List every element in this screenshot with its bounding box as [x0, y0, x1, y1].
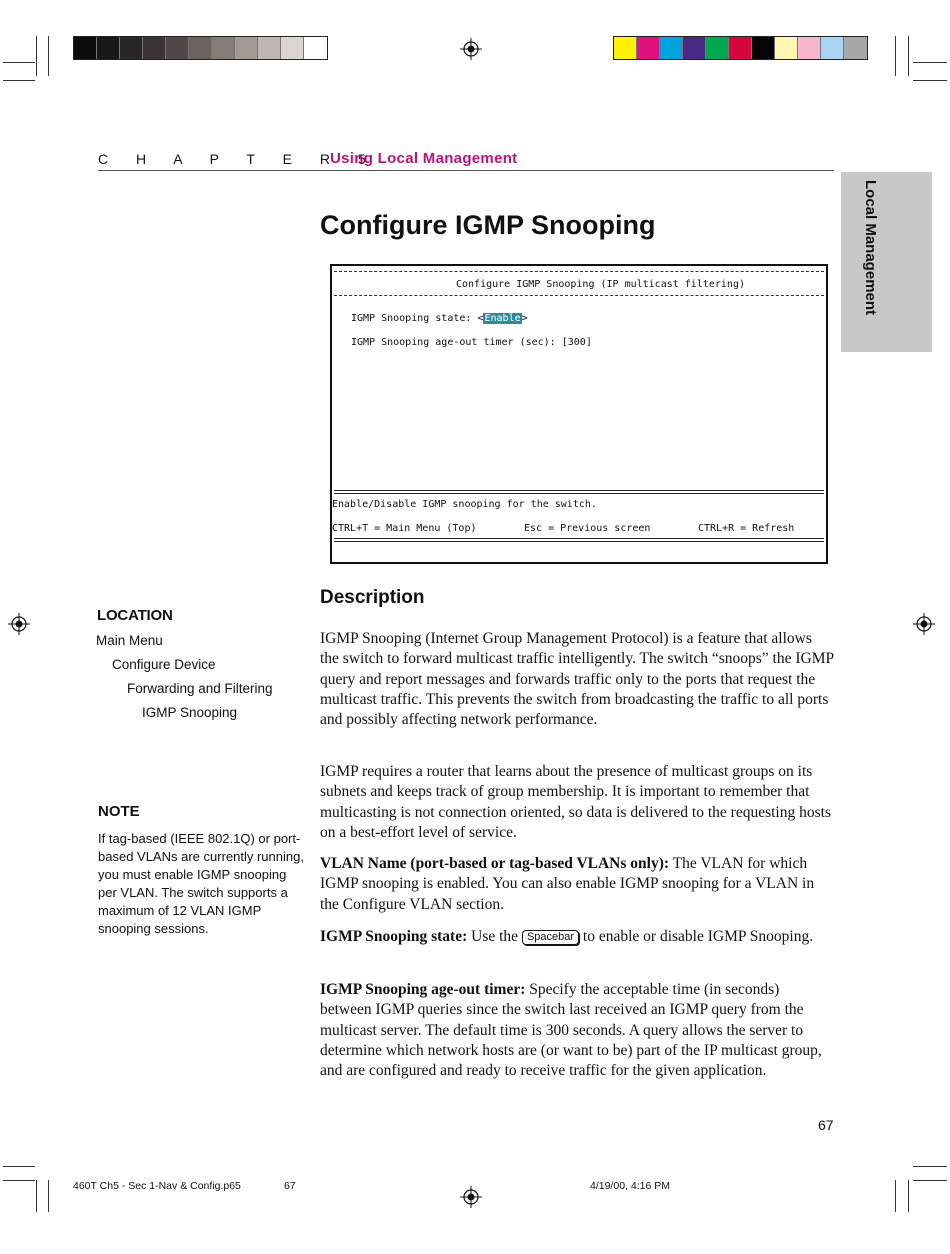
description-heading: Description [320, 587, 425, 608]
gray-swatch [189, 37, 212, 59]
location-heading: LOCATION [97, 607, 173, 624]
age-out-timer-term: IGMP Snooping age-out timer: [320, 981, 526, 998]
snooping-state-label: IGMP Snooping state: [351, 313, 472, 324]
color-swatch [798, 37, 821, 59]
color-swatch [637, 37, 660, 59]
gray-swatch [258, 37, 281, 59]
gray-swatch [281, 37, 304, 59]
terminal-divider [334, 490, 824, 494]
gray-swatch [120, 37, 143, 59]
page-title: Configure IGMP Snooping [320, 210, 656, 240]
crop-mark [3, 80, 35, 81]
gray-swatch [143, 37, 166, 59]
note-text: If tag-based (IEEE 802.1Q) or port-based VLANs are currently running, you must enable IGMP snooping per VLAN. The switch supports a maximum of 12 VLAN IGMP snooping sessions. [98, 831, 304, 936]
terminal-screenshot [330, 264, 828, 564]
location-path-item: IGMP Snooping [142, 705, 238, 720]
age-out-timer-text: Specify the acceptable time (in seconds) between IGMP queries since the switch last received an IGMP query from the multicast server. The default time is 300 seconds. A query allows the server to determine which network hosts are (or want to be) part of the IP multicast group, and are configured and ready to receive traffic for the given application. [320, 981, 822, 1080]
header-divider [98, 170, 834, 171]
terminal-divider [334, 271, 824, 272]
age-out-timer-paragraph [320, 980, 834, 1081]
color-swatch [683, 37, 706, 59]
location-path-item: Configure Device [112, 657, 216, 672]
registration-mark-icon [913, 613, 935, 635]
color-swatch [775, 37, 798, 59]
crop-mark [913, 62, 947, 63]
gray-swatch [304, 37, 327, 59]
terminal-divider [334, 538, 824, 542]
description-paragraph: IGMP Snooping (Internet Group Management Protocol) is a feature that allows the switch to forward multicast traffic intelligently. The switch “snoops” the IGMP query and report messages and forwards traffic only to the ports that request the multicast traffic. This prevents the switch from broadcasting the traffic to all ports and possibly affecting network performance. [320, 630, 834, 729]
spacebar-key-icon: Spacebar [522, 930, 579, 945]
crop-mark [913, 1166, 947, 1167]
snooping-state-paragraph [320, 927, 834, 947]
vlan-name-text: The VLAN for which IGMP snooping is enabled. You can also enable IGMP snooping for a VLAN in the Configure VLAN section. [320, 855, 815, 913]
crop-mark [895, 1180, 896, 1212]
footer-filename: 460T Ch5 - Sec 1-Nav & Config.p65 [73, 1180, 241, 1192]
shortcut-main-menu: CTRL+T = Main Menu (Top) [332, 523, 477, 534]
color-swatch [660, 37, 683, 59]
footer-timestamp: 4/19/00, 4:16 PM [590, 1180, 670, 1192]
color-swatch [844, 37, 867, 59]
gray-swatch [166, 37, 189, 59]
shortcut-refresh: CTRL+R = Refresh [698, 523, 795, 534]
vlan-name-paragraph [320, 854, 834, 915]
color-swatch [614, 37, 637, 59]
crop-mark [3, 62, 35, 63]
terminal-title: Configure IGMP Snooping (IP multicast filtering) [456, 279, 745, 290]
crop-mark [908, 1180, 909, 1212]
chapter-label: C H A P T E R 5 [98, 151, 378, 167]
registration-mark-icon [460, 38, 482, 60]
crop-mark [913, 80, 947, 81]
crop-mark [3, 1166, 35, 1167]
footer-page: 67 [284, 1180, 296, 1192]
crop-mark [36, 1180, 37, 1212]
crop-mark [48, 1180, 49, 1212]
description-paragraph: IGMP requires a router that learns about the presence of multicast groups on its subnets and keeps track of group membership. It is important to remember that multicasting is not connection oriented, so data is delivered to the requesting hosts on a best-effort level of service. [320, 763, 831, 841]
color-swatch [752, 37, 775, 59]
side-tab-label: Local Management [862, 180, 879, 316]
snooping-state-text: to enable or disable IGMP Snooping. [579, 928, 814, 945]
registration-mark-icon [8, 613, 30, 635]
snooping-state-text: Use the [467, 928, 522, 945]
registration-mark-icon [460, 1186, 482, 1208]
snooping-state-term: IGMP Snooping state: [320, 928, 468, 945]
terminal-divider [334, 295, 824, 296]
color-swatch [729, 37, 752, 59]
color-swatch [821, 37, 844, 59]
age-out-timer-value[interactable]: [300] [561, 337, 592, 348]
snooping-state-value[interactable]: Enable [484, 313, 521, 324]
snooping-state-row: IGMP Snooping state: <Enable> [351, 313, 528, 324]
location-path-item: Main Menu [96, 633, 163, 648]
grayscale-color-bar [73, 36, 328, 60]
crop-mark [36, 36, 37, 76]
shortcut-previous-screen: Esc = Previous screen [524, 523, 651, 534]
age-out-timer-row [351, 337, 592, 348]
vlan-name-term: VLAN Name (port-based or tag-based VLANs only): [320, 855, 670, 872]
crop-mark [895, 36, 896, 76]
crop-mark [48, 36, 49, 76]
terminal-help-text: Enable/Disable IGMP snooping for the switch. [332, 499, 597, 510]
note-heading: NOTE [98, 803, 140, 820]
gray-swatch [97, 37, 120, 59]
location-path-item: Forwarding and Filtering [127, 681, 273, 696]
crop-mark [913, 1180, 947, 1181]
chapter-title: Using Local Management [330, 150, 518, 167]
gray-swatch [74, 37, 97, 59]
crop-mark [3, 1180, 35, 1181]
side-tab [841, 172, 932, 352]
color-swatch [706, 37, 729, 59]
crop-mark [908, 36, 909, 76]
page-number: 67 [818, 1117, 834, 1133]
age-out-timer-label: IGMP Snooping age-out timer (sec): [351, 337, 556, 348]
gray-swatch [212, 37, 235, 59]
process-color-bar [613, 36, 868, 60]
gray-swatch [235, 37, 258, 59]
